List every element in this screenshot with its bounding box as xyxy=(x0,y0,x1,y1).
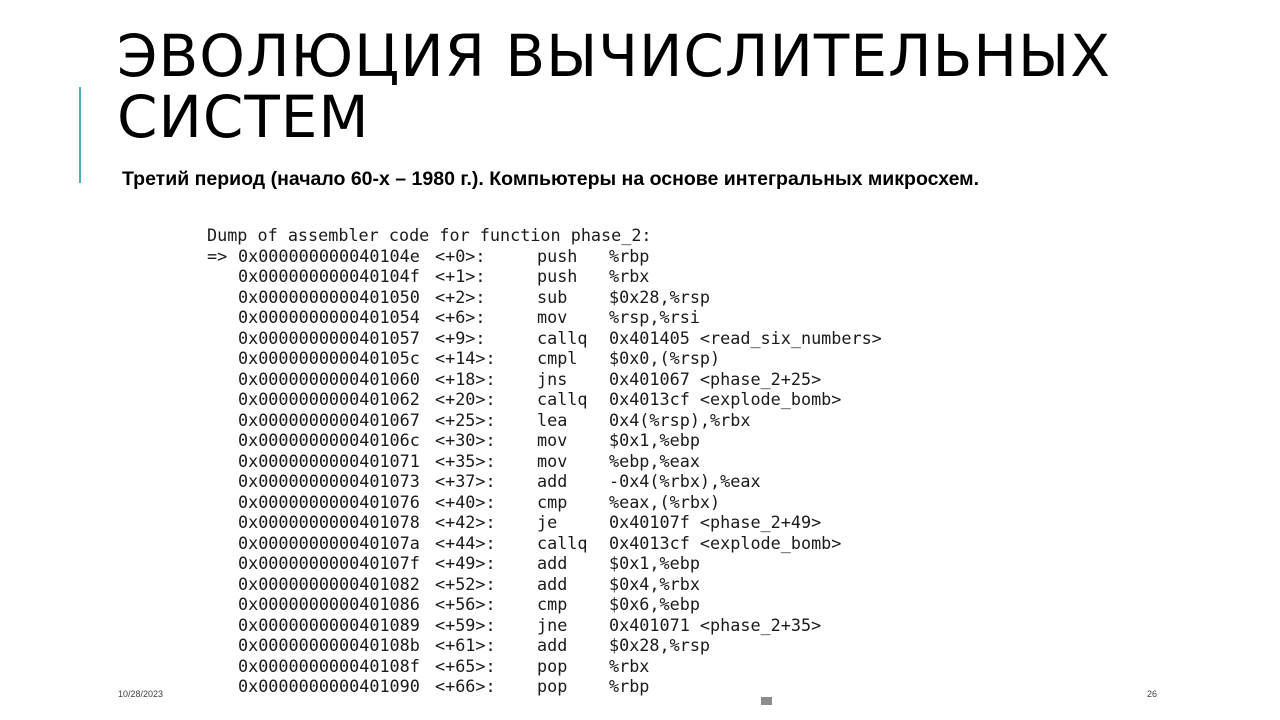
code-operands: %rbx xyxy=(609,655,650,676)
code-operands: $0x1,%ebp xyxy=(609,430,700,450)
code-operands: %rbx xyxy=(609,266,650,286)
code-instruction: mov xyxy=(537,450,568,471)
code-line xyxy=(200,430,900,451)
code-line xyxy=(200,246,900,267)
code-operands: %eax,(%rbx) xyxy=(609,491,721,512)
code-address: 0x0000000000401090 xyxy=(238,676,420,696)
code-operands: 0x40107f <phase_2+49> xyxy=(609,512,822,532)
code-address: 0x000000000040108b xyxy=(238,635,420,655)
code-address: 0x0000000000401057 xyxy=(238,327,420,348)
code-operands: $0x28,%rsp xyxy=(609,635,711,655)
code-address: 0x000000000040107f xyxy=(238,553,420,573)
code-address: 0x000000000040107a xyxy=(238,532,420,553)
code-operands: %ebp,%eax xyxy=(609,450,700,471)
code-instruction: add xyxy=(537,573,568,594)
code-address: 0x0000000000401082 xyxy=(238,573,420,594)
code-instruction: add xyxy=(537,553,568,573)
code-line xyxy=(200,410,900,431)
code-instruction: jns xyxy=(537,368,568,389)
code-line xyxy=(200,328,900,349)
code-address: 0x0000000000401076 xyxy=(238,491,420,512)
code-operands: $0x1,%ebp xyxy=(609,553,700,573)
code-operands: 0x4(%rsp),%rbx xyxy=(609,409,751,430)
code-offset: <+35>: xyxy=(435,450,496,471)
code-line xyxy=(200,512,900,533)
code-operands: %rbp xyxy=(609,245,650,266)
title-accent-line xyxy=(79,87,81,183)
code-address: 0x0000000000401062 xyxy=(238,389,420,409)
code-instruction: je xyxy=(537,512,558,532)
assembler-code-screenshot xyxy=(200,222,900,700)
code-offset: <+66>: xyxy=(435,676,496,696)
code-operands: %rsp,%rsi xyxy=(609,307,700,327)
code-offset: <+0>: xyxy=(435,245,486,266)
code-address: 0x0000000000401073 xyxy=(238,471,420,491)
footer-date: 10/28/2023 xyxy=(118,689,164,699)
code-instruction: pop xyxy=(537,676,568,696)
code-line xyxy=(200,574,900,595)
code-line xyxy=(200,369,900,390)
code-line xyxy=(200,348,900,369)
code-instruction: cmp xyxy=(537,491,568,512)
current-line-arrow: => xyxy=(207,245,228,266)
code-operands: $0x4,%rbx xyxy=(609,573,700,594)
code-instruction: jne xyxy=(537,614,568,635)
code-operands: $0x28,%rsp xyxy=(609,286,711,307)
code-address: 0x0000000000401060 xyxy=(238,368,420,389)
code-operands: %rbp xyxy=(609,676,650,696)
code-line xyxy=(200,553,900,574)
code-offset: <+20>: xyxy=(435,389,496,409)
code-operands: 0x4013cf <explode_bomb> xyxy=(609,532,842,553)
code-line xyxy=(200,307,900,328)
code-address: 0x0000000000401067 xyxy=(238,409,420,430)
code-address: 0x000000000040105c xyxy=(238,348,420,368)
code-offset: <+42>: xyxy=(435,512,496,532)
code-operands: 0x401405 <read_six_numbers> xyxy=(609,327,882,348)
code-offset: <+65>: xyxy=(435,655,496,676)
code-address: 0x000000000040106c xyxy=(238,430,420,450)
code-operands: $0x6,%ebp xyxy=(609,594,700,614)
code-line xyxy=(200,635,900,656)
code-operands: $0x0,(%rsp) xyxy=(609,348,721,368)
code-instruction: pop xyxy=(537,655,568,676)
code-address: 0x0000000000401050 xyxy=(238,286,420,307)
code-instruction: add xyxy=(537,471,568,491)
code-line xyxy=(200,266,900,287)
slide-subtitle: Третий период (начало 60-х – 1980 г.). Компьютеры на основе интегральных микросхем. xyxy=(122,168,980,190)
slide-number: 26 xyxy=(1147,689,1158,699)
code-line xyxy=(200,676,900,697)
code-instruction: mov xyxy=(537,430,568,450)
code-offset: <+1>: xyxy=(435,266,486,286)
code-address: 0x0000000000401086 xyxy=(238,594,420,614)
code-instruction: sub xyxy=(537,286,568,307)
code-address: 0x0000000000401089 xyxy=(238,614,420,635)
code-address: 0x000000000040108f xyxy=(238,655,420,676)
code-address: 0x0000000000401054 xyxy=(238,307,420,327)
code-offset: <+56>: xyxy=(435,594,496,614)
code-lines xyxy=(200,246,900,697)
code-instruction: mov xyxy=(537,307,568,327)
code-instruction: callq xyxy=(537,532,588,553)
code-instruction: push xyxy=(537,245,578,266)
code-operands: -0x4(%rbx),%eax xyxy=(609,471,761,491)
code-instruction: cmp xyxy=(537,594,568,614)
code-line xyxy=(200,615,900,636)
code-line xyxy=(200,451,900,472)
code-line xyxy=(200,492,900,513)
code-offset: <+61>: xyxy=(435,635,496,655)
code-address: 0x0000000000401071 xyxy=(238,450,420,471)
slide-title: ЭВОЛЮЦИЯ ВЫЧИСЛИТЕЛЬНЫХ СИСТЕМ xyxy=(117,22,1111,151)
code-offset: <+52>: xyxy=(435,573,496,594)
code-offset: <+49>: xyxy=(435,553,496,573)
code-offset: <+44>: xyxy=(435,532,496,553)
code-instruction: add xyxy=(537,635,568,655)
code-offset: <+25>: xyxy=(435,409,496,430)
code-instruction: callq xyxy=(537,327,588,348)
code-offset: <+6>: xyxy=(435,307,486,327)
code-line xyxy=(200,594,900,615)
code-offset: <+9>: xyxy=(435,327,486,348)
code-operands: 0x401071 <phase_2+35> xyxy=(609,614,822,635)
code-dump-header: Dump of assembler code for function phase_2: xyxy=(207,225,652,245)
code-address: 0x0000000000401078 xyxy=(238,512,420,532)
code-offset: <+37>: xyxy=(435,471,496,491)
code-address: 0x000000000040104e xyxy=(238,245,420,266)
code-offset: <+14>: xyxy=(435,348,496,368)
code-line xyxy=(200,287,900,308)
truncated-code-line xyxy=(200,699,900,701)
code-line xyxy=(200,389,900,410)
code-address: 0x000000000040104f xyxy=(238,266,420,286)
code-line xyxy=(200,656,900,677)
code-offset: <+18>: xyxy=(435,368,496,389)
terminal-cursor-icon xyxy=(761,697,772,705)
code-offset: <+30>: xyxy=(435,430,496,450)
code-offset: <+2>: xyxy=(435,286,486,307)
code-instruction: lea xyxy=(537,409,568,430)
code-offset: <+59>: xyxy=(435,614,496,635)
code-line xyxy=(200,533,900,554)
code-operands: 0x401067 <phase_2+25> xyxy=(609,368,822,389)
code-instruction: cmpl xyxy=(537,348,578,368)
code-instruction: push xyxy=(537,266,578,286)
code-offset: <+40>: xyxy=(435,491,496,512)
code-instruction: callq xyxy=(537,389,588,409)
code-operands: 0x4013cf <explode_bomb> xyxy=(609,389,842,409)
code-line xyxy=(200,471,900,492)
